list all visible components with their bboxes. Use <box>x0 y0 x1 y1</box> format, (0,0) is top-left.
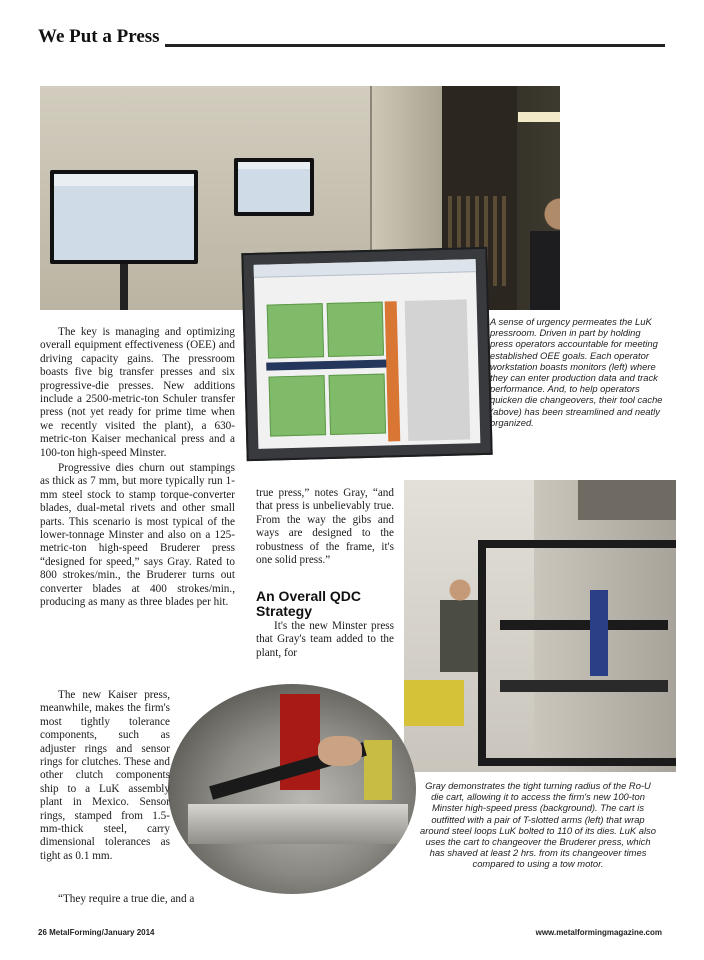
footer-url: www.metalformingmagazine.com <box>535 928 662 937</box>
paragraph: The new Kaiser press, meanwhile, makes the firm's most tightly tolerance components, such as adjuster rings and sensor rings for clutches. These and other clutch components ship to a LuK assembly plant in Mexico. Sensor rings, stamped from 1.5-mm-thick steel, carry dimensional tolerances as tight as 0.1 mm. <box>40 689 170 862</box>
title-rule <box>165 44 665 47</box>
monitor-stand <box>120 264 128 310</box>
tablet-photo <box>241 247 492 461</box>
gray-figure <box>440 576 480 672</box>
photo-caption-top: A sense of urgency permeates the LuK pressroom. Driven in part by holding press operators accountable for meeting established OEE goals. Each operator workstation boasts monitors (left) where they can enter production data and track performance. And, to help operators quicken die changeovers, their tool cache (above) has been streamlined and neatly organized. <box>490 316 663 428</box>
tablet-screen <box>254 259 481 449</box>
photo-caption-right: Gray demonstrates the tight turning radius of the Ro-U die cart, allowing it to access the firm's new 100-ton Minster high-speed press (background). The cart is outfitted with a pair of T-slotted arms (left) that wrap around steel loops LuK bolted to 110 of its dies. LuK also uses the cart to changeover the Bruderer press, which has shaved at least 2 hrs. from its changeover times compared to using a tow motor. <box>420 780 656 870</box>
body-text-col1c <box>40 689 170 865</box>
paragraph: “They require a true die, and a <box>58 893 195 905</box>
die-cart-photo <box>404 480 676 772</box>
paragraph: It's the new Minster press that Gray's team added to the plant, for <box>256 620 394 659</box>
footer-page-info: 26 MetalForming/January 2014 <box>38 928 155 937</box>
body-text-col1d <box>40 893 230 908</box>
body-text-col2a <box>256 487 394 569</box>
body-text-col1b <box>40 462 235 611</box>
body-text-col2b <box>256 620 394 662</box>
body-text-col1a <box>40 326 235 462</box>
cart-arm-photo <box>168 684 416 894</box>
operator-figure <box>530 186 560 310</box>
paragraph: Progressive dies churn out stampings as thick as 7 mm, but more typically run 1-mm steel stock to stamp torque-converter blades, dual-metal rivets and other small parts. This scenario is most typical of the lower-tonnage Minster and also on a 125-metric-ton high-speed Bruderer press “designed for speed,” says Gray. Rated to 800 strokes/min., the Bruderer turns out converter blades at 400 strokes/min., producing as many as three blades per hit. <box>40 462 235 609</box>
paragraph: The key is managing and optimizing overall equipment effectiveness (OEE) and driving capacity gains. The pressroom boasts five big transfer presses and six progressive-die presses. New additions include a 2500-metric-ton Schuler transfer press (not yet ready for prime time when we recently visited the plant), a 630-metric-ton Kaiser mechanical press and a 100-ton high-speed Minster. <box>40 326 235 459</box>
section-subhead: An Overall QDC Strategy <box>256 588 362 619</box>
paragraph: true press,” notes Gray, “and that press is unbelievably true. From the way the gibs and ways are designed to the robustness of the frame, it's one solid press.” <box>256 487 394 567</box>
ceiling-light <box>518 112 560 122</box>
article-title: We Put a Press <box>38 26 160 47</box>
workstation-monitor <box>50 170 198 264</box>
die-cart-frame <box>478 540 676 766</box>
workstation-monitor-secondary <box>234 158 314 216</box>
